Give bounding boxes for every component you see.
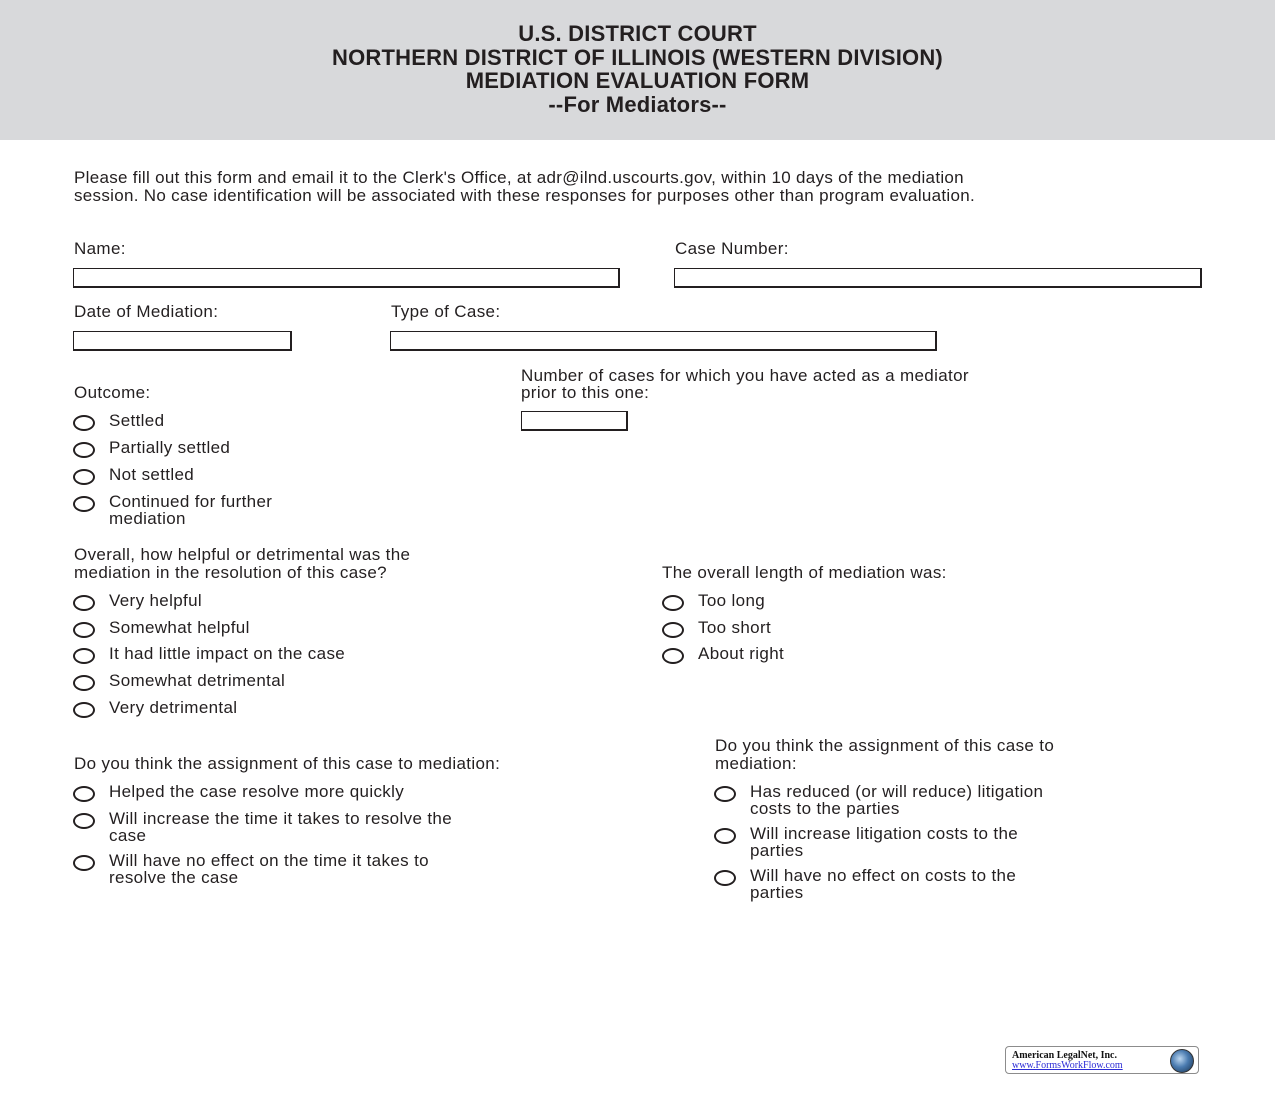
court-title: U.S. DISTRICT COURT — [518, 21, 757, 46]
prior-cases-input[interactable] — [522, 412, 626, 429]
date-of-mediation-label: Date of Mediation: — [74, 302, 219, 321]
form-header — [0, 0, 1275, 140]
publisher-name: American LegalNet, Inc. — [1012, 1050, 1117, 1061]
name-label: Name: — [74, 239, 126, 258]
case-number-label: Case Number: — [675, 239, 789, 258]
radio-button-icon[interactable] — [73, 702, 95, 718]
radio-button-icon[interactable] — [73, 786, 95, 802]
radio-button-icon[interactable] — [662, 595, 684, 611]
length-question: The overall length of mediation was: — [662, 563, 947, 582]
globe-icon — [1170, 1049, 1194, 1073]
instructions-line-1: Please fill out this form and email it to the Clerk's Office, at adr@ilnd.uscourts.gov, within 10 days of the mediation — [74, 168, 964, 187]
date-of-mediation-input[interactable] — [74, 332, 290, 349]
name-field[interactable] — [73, 268, 620, 288]
radio-button-icon[interactable] — [662, 622, 684, 638]
radio-button-icon[interactable] — [73, 496, 95, 512]
radio-button-icon[interactable] — [73, 813, 95, 829]
helpfulness-question-line-2: mediation in the resolution of this case? — [74, 563, 387, 582]
radio-button-icon[interactable] — [714, 870, 736, 886]
prior-cases-field[interactable] — [521, 411, 628, 431]
type-of-case-field[interactable] — [390, 331, 937, 351]
type-of-case-input[interactable] — [391, 332, 935, 349]
type-of-case-label: Type of Case: — [391, 302, 501, 321]
publisher-link[interactable]: www.FormsWorkFlow.com — [1012, 1060, 1123, 1071]
cost-effect-question-line-2: mediation: — [715, 754, 797, 773]
radio-button-icon[interactable] — [73, 415, 95, 431]
radio-button-icon[interactable] — [73, 595, 95, 611]
case-number-field[interactable] — [674, 268, 1202, 288]
publisher-logo — [1005, 1046, 1199, 1074]
prior-cases-label-line-2: prior to this one: — [521, 383, 650, 402]
district-title: NORTHERN DISTRICT OF ILLINOIS (WESTERN DIVISION) — [332, 45, 943, 70]
outcome-label: Outcome: — [74, 383, 151, 402]
radio-button-icon[interactable] — [73, 855, 95, 871]
radio-button-icon[interactable] — [73, 442, 95, 458]
radio-button-icon[interactable] — [73, 675, 95, 691]
time-effect-question: Do you think the assignment of this case to mediation: — [74, 754, 501, 773]
form-subtitle: --For Mediators-- — [548, 92, 727, 117]
radio-button-icon[interactable] — [73, 648, 95, 664]
name-input[interactable] — [74, 269, 618, 286]
instructions-line-2: session. No case identification will be associated with these responses for purposes other than program evaluation. — [74, 186, 976, 205]
radio-button-icon[interactable] — [714, 786, 736, 802]
cost-effect-question-line-1: Do you think the assignment of this case to — [715, 736, 1055, 755]
radio-button-icon[interactable] — [714, 828, 736, 844]
date-of-mediation-field[interactable] — [73, 331, 292, 351]
helpfulness-question-line-1: Overall, how helpful or detrimental was the — [74, 545, 411, 564]
radio-button-icon[interactable] — [73, 622, 95, 638]
case-number-input[interactable] — [675, 269, 1200, 286]
form-title: MEDIATION EVALUATION FORM — [465, 68, 810, 93]
radio-button-icon[interactable] — [73, 469, 95, 485]
prior-cases-label-line-1: Number of cases for which you have acted as a mediator — [521, 366, 969, 385]
radio-button-icon[interactable] — [662, 648, 684, 664]
